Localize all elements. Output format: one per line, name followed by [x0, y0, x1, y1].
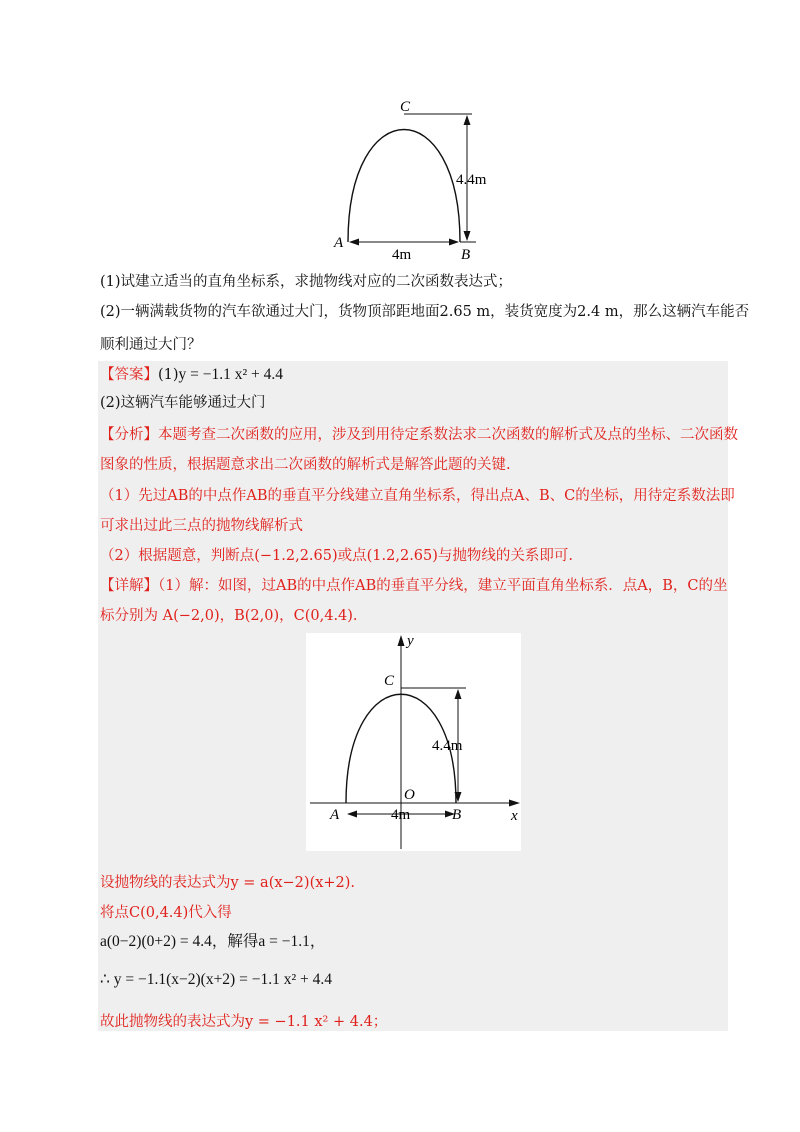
height-label: 4.4m [456, 172, 487, 188]
parabola-curve [348, 130, 460, 243]
analysis-line-2: 图象的性质，根据题意求出二次函数的解析式是解答此题的关键. [100, 457, 511, 473]
solution-line-2: 将点C(0,4.4)代入得 [100, 905, 232, 921]
label-x: x [511, 808, 518, 824]
label-b: B [461, 247, 471, 263]
solution-line-4: ∴ y = −1.1(x−2)(x+2) = −1.1 x² + 4.4 [100, 971, 332, 988]
coordinate-diagram [306, 633, 521, 851]
x-axis-arrow [509, 800, 520, 807]
width-arrow-right [449, 239, 459, 246]
height-arrow-top [464, 115, 471, 125]
gate-figure [330, 92, 520, 267]
answer-tag: 【答案】 [100, 367, 158, 383]
detail-line-2: 标分别为 A(−2,0)，B(2,0)，C(0,4.4). [100, 608, 358, 624]
analysis-tag: 【分析】 [100, 427, 158, 443]
width-label: 4m [392, 247, 412, 263]
detail-line-1 [100, 576, 728, 596]
question-2-line2: 顺利通过大门？ [100, 337, 202, 353]
width-label: 4m [391, 807, 411, 823]
detail-tag: 【详解】 [100, 578, 158, 594]
analysis-step2: （2）根据题意，判断点(−1.2,2.65)或点(1.2,2.65)与抛物线的关系即可. [100, 548, 574, 564]
label-o: O [404, 787, 415, 803]
label-y: y [407, 633, 414, 649]
question-1: (1)试建立适当的直角坐标系，求抛物线对应的二次函数表达式； [100, 274, 513, 290]
analysis-line-1 [100, 425, 738, 445]
analysis-text-1: 本题考查二次函数的应用，涉及到用待定系数法求二次函数的解析式及点的坐标、二次函数 [158, 427, 738, 443]
label-a: A [334, 235, 344, 251]
height-arrow-bottom [464, 231, 471, 241]
y-axis-arrow [398, 635, 405, 646]
label-c: C [384, 673, 395, 689]
width-arrow-left [347, 811, 357, 818]
gate-diagram [330, 92, 520, 267]
analysis-step1-line1: （1）先过AB的中点作AB的垂直平分线建立直角坐标系，得出点A、B、C的坐标，用待定系数法即 [100, 488, 735, 504]
height-arrow-top [455, 689, 462, 699]
question-2-line1: (2)一辆满载货物的汽车欲通过大门，货物顶部距地面2.65 m，装货宽度为2.4 m，那么这辆汽车能否 [100, 304, 750, 320]
coordinate-figure [306, 633, 521, 851]
answer-1-formula: y = −1.1 x² + 4.4 [178, 366, 284, 383]
answer-line-1 [100, 365, 728, 385]
solution-line-3: a(0−2)(0+2) = 4.4，解得a = −1.1， [100, 933, 326, 950]
answer-1-prefix: (1) [158, 367, 179, 383]
answer-2: (2)这辆汽车能够通过大门 [100, 395, 266, 411]
label-c: C [400, 99, 411, 115]
label-b: B [452, 807, 462, 823]
width-arrow-left [349, 239, 359, 246]
height-label: 4.4m [432, 738, 463, 754]
label-a: A [330, 807, 340, 823]
solution-line-1: 设抛物线的表达式为y = a(x−2)(x+2). [100, 875, 356, 891]
analysis-step1-line2: 可求出过此三点的抛物线解析式 [100, 518, 303, 534]
detail-text-1: （1）解：如图，过AB的中点作AB的垂直平分线，建立平面直角坐标系．点A，B，C的坐 [158, 578, 728, 594]
solution-line-5: 故此抛物线的表达式为y = −1.1 x² + 4.4； [100, 1014, 388, 1030]
